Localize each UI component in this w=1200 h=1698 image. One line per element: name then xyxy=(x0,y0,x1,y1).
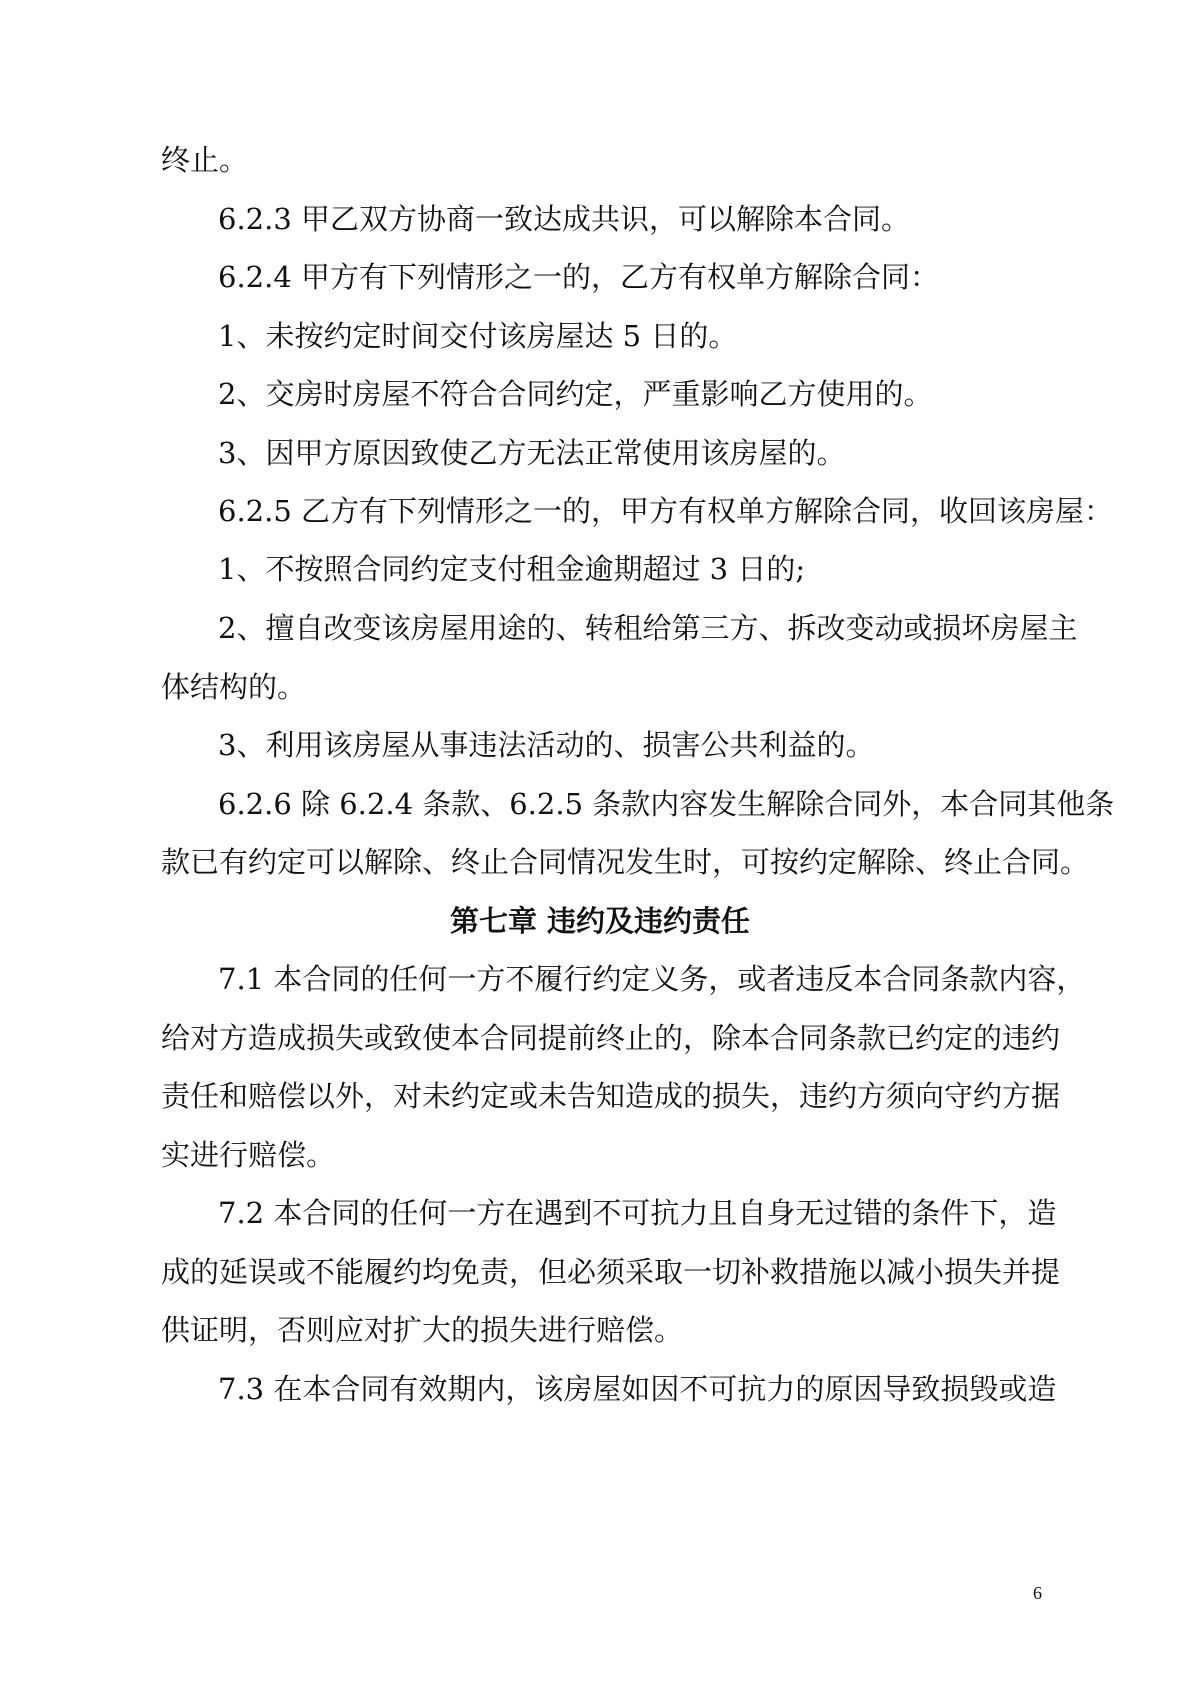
paragraph-line: 体结构的。 xyxy=(161,670,307,704)
paragraph-line: 责任和赔偿以外，对未约定或未告知造成的损失，违约方须向守约方据 xyxy=(161,1079,1061,1113)
clause-6-2-5: 6.2.5 乙方有下列情形之一的，甲方有权单方解除合同，收回该房屋： xyxy=(218,494,1114,528)
list-item: 3、因甲方原因致使乙方无法正常使用该房屋的。 xyxy=(218,436,846,470)
paragraph-line: 终止。 xyxy=(161,143,249,177)
list-item: 1、未按约定时间交付该房屋达 5 日的。 xyxy=(218,319,738,353)
clause-6-2-4: 6.2.4 甲方有下列情形之一的，乙方有权单方解除合同： xyxy=(218,260,940,294)
paragraph-line: 供证明，否则应对扩大的损失进行赔偿。 xyxy=(161,1313,684,1347)
clause-6-2-3: 6.2.3 甲乙双方协商一致达成共识，可以解除本合同。 xyxy=(218,202,911,236)
paragraph-line: 实进行赔偿。 xyxy=(161,1138,336,1172)
page-number: 6 xyxy=(1033,1583,1042,1603)
paragraph-line: 给对方造成损失或致使本合同提前终止的，除本合同条款已约定的违约 xyxy=(161,1021,1061,1055)
clause-7-2: 7.2 本合同的任何一方在遇到不可抗力且自身无过错的条件下，造 xyxy=(218,1196,1057,1230)
list-item: 2、交房时房屋不符合合同约定，严重影响乙方使用的。 xyxy=(218,377,933,411)
list-item: 3、利用该房屋从事违法活动的、损害公共利益的。 xyxy=(218,728,875,762)
list-item: 2、擅自改变该房屋用途的、转租给第三方、拆改变动或损坏房屋主 xyxy=(218,611,1078,645)
clause-7-3: 7.3 在本合同有效期内，该房屋如因不可抗力的原因导致损毁或造 xyxy=(218,1372,1057,1406)
paragraph-line: 成的延误或不能履约均免责，但必须采取一切补救措施以减小损失并提 xyxy=(161,1255,1061,1289)
clause-7-1: 7.1 本合同的任何一方不履行约定义务，或者违反本合同条款内容， xyxy=(218,962,1086,996)
chapter-heading: 第七章 违约及违约责任 xyxy=(449,904,751,938)
clause-6-2-6: 6.2.6 除 6.2.4 条款、6.2.5 条款内容发生解除合同外，本合同其他条 xyxy=(218,787,1115,821)
paragraph-line: 款已有约定可以解除、终止合同情况发生时，可按约定解除、终止合同。 xyxy=(161,845,1090,879)
list-item: 1、不按照合同约定支付租金逾期超过 3 日的; xyxy=(218,552,806,586)
